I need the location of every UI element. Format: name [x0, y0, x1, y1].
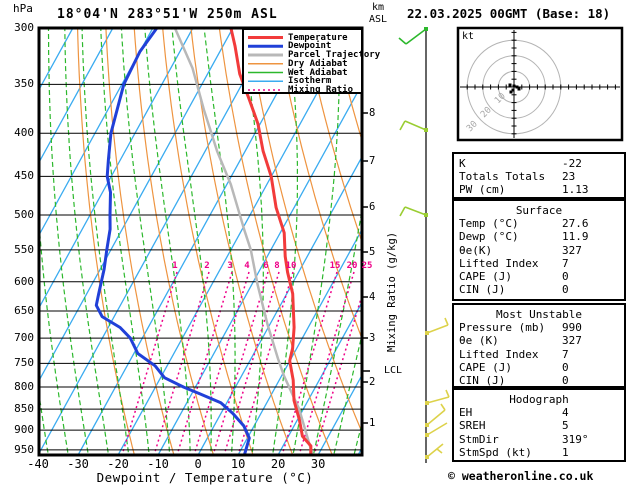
legend-item-label: Mixing Ratio: [288, 85, 354, 95]
indices-panel: [452, 152, 626, 199]
pressure-tick-label: 600: [14, 274, 34, 288]
pressure-tick-label: 800: [14, 379, 34, 393]
panel-row-label: CAPE (J): [459, 269, 512, 283]
panel-row-value: 7: [562, 256, 569, 270]
wind-barb-feather: [446, 390, 449, 397]
panel-row-label: CIN (J): [459, 373, 506, 387]
wind-barb-feather: [427, 397, 449, 403]
wind-barb: [399, 27, 428, 44]
panel-row-value: 4: [562, 406, 569, 420]
asl-axis-unit: ASL: [369, 14, 388, 25]
mixing-ratio-value-label: 8: [274, 261, 280, 271]
wind-barb: [425, 390, 449, 405]
km-tick-label: 2: [369, 376, 376, 388]
isotherm-line: [0, 28, 153, 455]
wind-barb: [400, 207, 428, 217]
panel-row: [454, 270, 624, 283]
temp-tick-label: -30: [67, 457, 89, 471]
mixing-ratio-value-label: 15: [329, 261, 341, 271]
panel-title: Hodograph: [509, 393, 569, 406]
surface-panel: [452, 199, 626, 301]
panel-row: [454, 230, 624, 243]
wind-barb-feather: [400, 121, 405, 130]
mixing-ratio-value-label: 10: [285, 261, 297, 271]
panel-row-label: SREH: [459, 419, 486, 433]
hodograph: [458, 28, 622, 140]
mixing-ratio-value-label: 20: [346, 261, 358, 271]
dry-adiabat-line: [134, 22, 218, 459]
panel-row: [454, 217, 624, 230]
copyright-text: © weatheronline.co.uk: [448, 469, 594, 483]
wind-barb-feather: [441, 404, 445, 410]
panel-row: [454, 374, 624, 387]
page-title: 18°04'N 283°51'W 250m ASL: [57, 7, 278, 22]
legend-item-label: Temperature: [288, 32, 348, 43]
run-date-label: 22.03.2025 00GMT (Base: 18): [407, 6, 611, 21]
panel-row-label: StmDir: [459, 432, 499, 446]
panel-row: [454, 348, 624, 361]
panel-row-label: Lifted Index: [459, 256, 539, 270]
pressure-tick-label: 650: [14, 303, 34, 317]
panel-row-value: 11.9: [562, 230, 589, 244]
panel-row-label: K: [459, 157, 466, 170]
wet-adiabat-line: [17, 22, 50, 459]
panel-row: [454, 361, 624, 374]
panel-row: [454, 419, 624, 432]
pressure-tick-label: 450: [14, 169, 34, 183]
hodograph-wind-trace-point: [513, 85, 516, 88]
wind-barb: [400, 121, 428, 132]
panel-row: [454, 244, 624, 257]
wind-barb-feather: [427, 423, 447, 435]
wet-adiabat-line: [2, 22, 31, 459]
isotherm-line: [0, 28, 113, 455]
panel-row: [454, 170, 624, 183]
wind-barb-feather: [437, 449, 442, 453]
mixing-ratio-value-label: 2: [204, 261, 210, 271]
hodograph-wind-trace-point: [509, 84, 512, 87]
wet-adiabat-line: [121, 22, 170, 459]
wind-barb-feather: [406, 29, 426, 44]
panel-row: [454, 446, 624, 459]
panel-row-label: EH: [459, 406, 473, 420]
panel-row-label: PW (cm): [459, 183, 506, 197]
wind-barb: [425, 444, 443, 459]
mixing-ratio-axis-title: Mixing Ratio (g/kg): [386, 231, 398, 352]
mixing-ratio-value-label: 6: [263, 261, 269, 271]
pressure-tick-label: 300: [14, 21, 34, 34]
hodograph-ring-label: 20: [479, 105, 494, 121]
mixing-ratio-value-label: 1: [172, 261, 178, 271]
pressure-tick-label: 950: [14, 442, 34, 456]
panel-row-value: 7: [562, 347, 569, 361]
pressure-tick-label: 400: [14, 126, 34, 140]
temp-tick-label: -20: [107, 457, 129, 471]
mixing-ratio-value-label: 25: [361, 261, 373, 271]
panel-row-value: 327: [562, 243, 582, 257]
wind-barb-feather: [427, 410, 445, 425]
km-tick-label: 8: [369, 107, 376, 119]
hodograph-ring-label: 30: [465, 119, 480, 135]
pressure-tick-label: 850: [14, 402, 34, 416]
pressure-tick-label: 550: [14, 242, 34, 256]
pressure-tick-label: 750: [14, 356, 34, 370]
legend-item-label: Dewpoint: [288, 41, 332, 52]
wind-barb: [425, 404, 445, 427]
panel-row-label: CIN (J): [459, 283, 506, 297]
panel-row-label: Pressure (mb): [459, 321, 546, 335]
panel-row-value: 327: [562, 334, 582, 348]
panel-row-value: 319°: [562, 432, 589, 446]
wet-adiabat-line: [49, 22, 91, 459]
panel-row-value: 5: [562, 419, 569, 433]
km-tick-label: 5: [369, 246, 376, 258]
km-tick-label: 7: [369, 155, 376, 167]
mixing-ratio-value-label: 4: [244, 261, 250, 271]
panel-row-value: 1: [562, 445, 569, 459]
panel-row-value: 0: [562, 283, 569, 297]
mixing-ratio-value-label: 3: [227, 261, 233, 271]
panel-row: [454, 257, 624, 270]
wind-barb-feather: [405, 121, 426, 130]
legend-item-label: Wet Adiabat: [288, 67, 348, 78]
temp-tick-label: 0: [194, 457, 202, 471]
wind-barb-feather: [399, 38, 406, 44]
panel-row-value: 0: [562, 360, 569, 374]
panel-row-label: Temp (°C): [459, 217, 519, 231]
pressure-tick-label: 500: [14, 207, 34, 221]
temp-tick-label: 20: [270, 457, 286, 471]
km-axis-unit: km: [372, 2, 385, 13]
panel-row-label: StmSpd (kt): [459, 445, 532, 459]
wind-barb-feather: [445, 318, 448, 325]
pressure-tick-label: 350: [14, 77, 34, 91]
panel-row: [454, 433, 624, 446]
panel-row-label: θe (K): [459, 334, 499, 348]
lcl-marker-label: LCL: [384, 365, 403, 376]
km-tick-label: 1: [369, 417, 376, 429]
panel-row-value: 990: [562, 321, 582, 335]
panel-row: [454, 406, 624, 419]
panel-row-label: CAPE (J): [459, 360, 512, 374]
temp-tick-label: 10: [230, 457, 246, 471]
hodograph-wind-trace-point: [518, 88, 521, 91]
panel-row: [454, 183, 624, 196]
isotherm-line: [0, 28, 33, 455]
temp-tick-label: -40: [27, 457, 49, 471]
panel-row-value: 23: [562, 170, 576, 184]
legend-item-label: Parcel Trajectory: [288, 50, 381, 60]
panel-row-label: Totals Totals: [459, 170, 546, 184]
hodograph-ring-label: 10: [493, 91, 508, 107]
wind-barb: [425, 318, 448, 335]
panel-row: [454, 157, 624, 170]
pressure-axis-unit: hPa: [13, 2, 33, 15]
wind-barb-feather: [405, 207, 426, 215]
temp-tick-label: 30: [310, 457, 326, 471]
panel-row: [454, 334, 624, 347]
legend: [243, 29, 362, 93]
wind-barb-feather: [427, 444, 443, 457]
km-tick-label: 6: [369, 201, 376, 213]
km-tick-label: 3: [369, 332, 376, 344]
pressure-tick-label: 900: [14, 423, 34, 437]
panel-row-value: 1.13: [562, 183, 589, 197]
hodograph-unit-label: kt: [462, 31, 475, 42]
panel-row-label: Dewp (°C): [459, 230, 519, 244]
legend-item-label: Dry Adiabat: [288, 58, 348, 69]
km-tick-label: 4: [369, 291, 376, 303]
panel-row-value: 0: [562, 269, 569, 283]
wet-adiabat-line: [0, 22, 11, 459]
hodograph-wind-trace-point: [510, 91, 513, 94]
panel-row-label: Lifted Index: [459, 347, 539, 361]
temp-tick-label: -10: [147, 457, 169, 471]
wind-barb-feather: [400, 207, 405, 216]
panel-title: Most Unstable: [495, 308, 583, 321]
isotherm-line: [38, 28, 273, 455]
panel-row-value: 27.6: [562, 217, 589, 231]
wet-adiabat-line: [204, 22, 236, 459]
panel-row: [454, 321, 624, 334]
panel-title: Surface: [515, 204, 563, 217]
hodograph-panel: [452, 388, 626, 462]
isotherm-line: [0, 28, 73, 455]
x-axis-title: Dewpoint / Temperature (°C): [96, 470, 314, 485]
panel-row: [454, 283, 624, 296]
wind-barb-feather: [427, 325, 448, 333]
most-unstable-panel: [452, 303, 626, 388]
pressure-tick-label: 700: [14, 331, 34, 345]
panel-row-value: 0: [562, 373, 569, 387]
panel-row-value: -22: [562, 157, 582, 170]
panel-row-label: θe(K): [459, 243, 493, 257]
legend-item-label: Isotherm: [288, 76, 332, 87]
